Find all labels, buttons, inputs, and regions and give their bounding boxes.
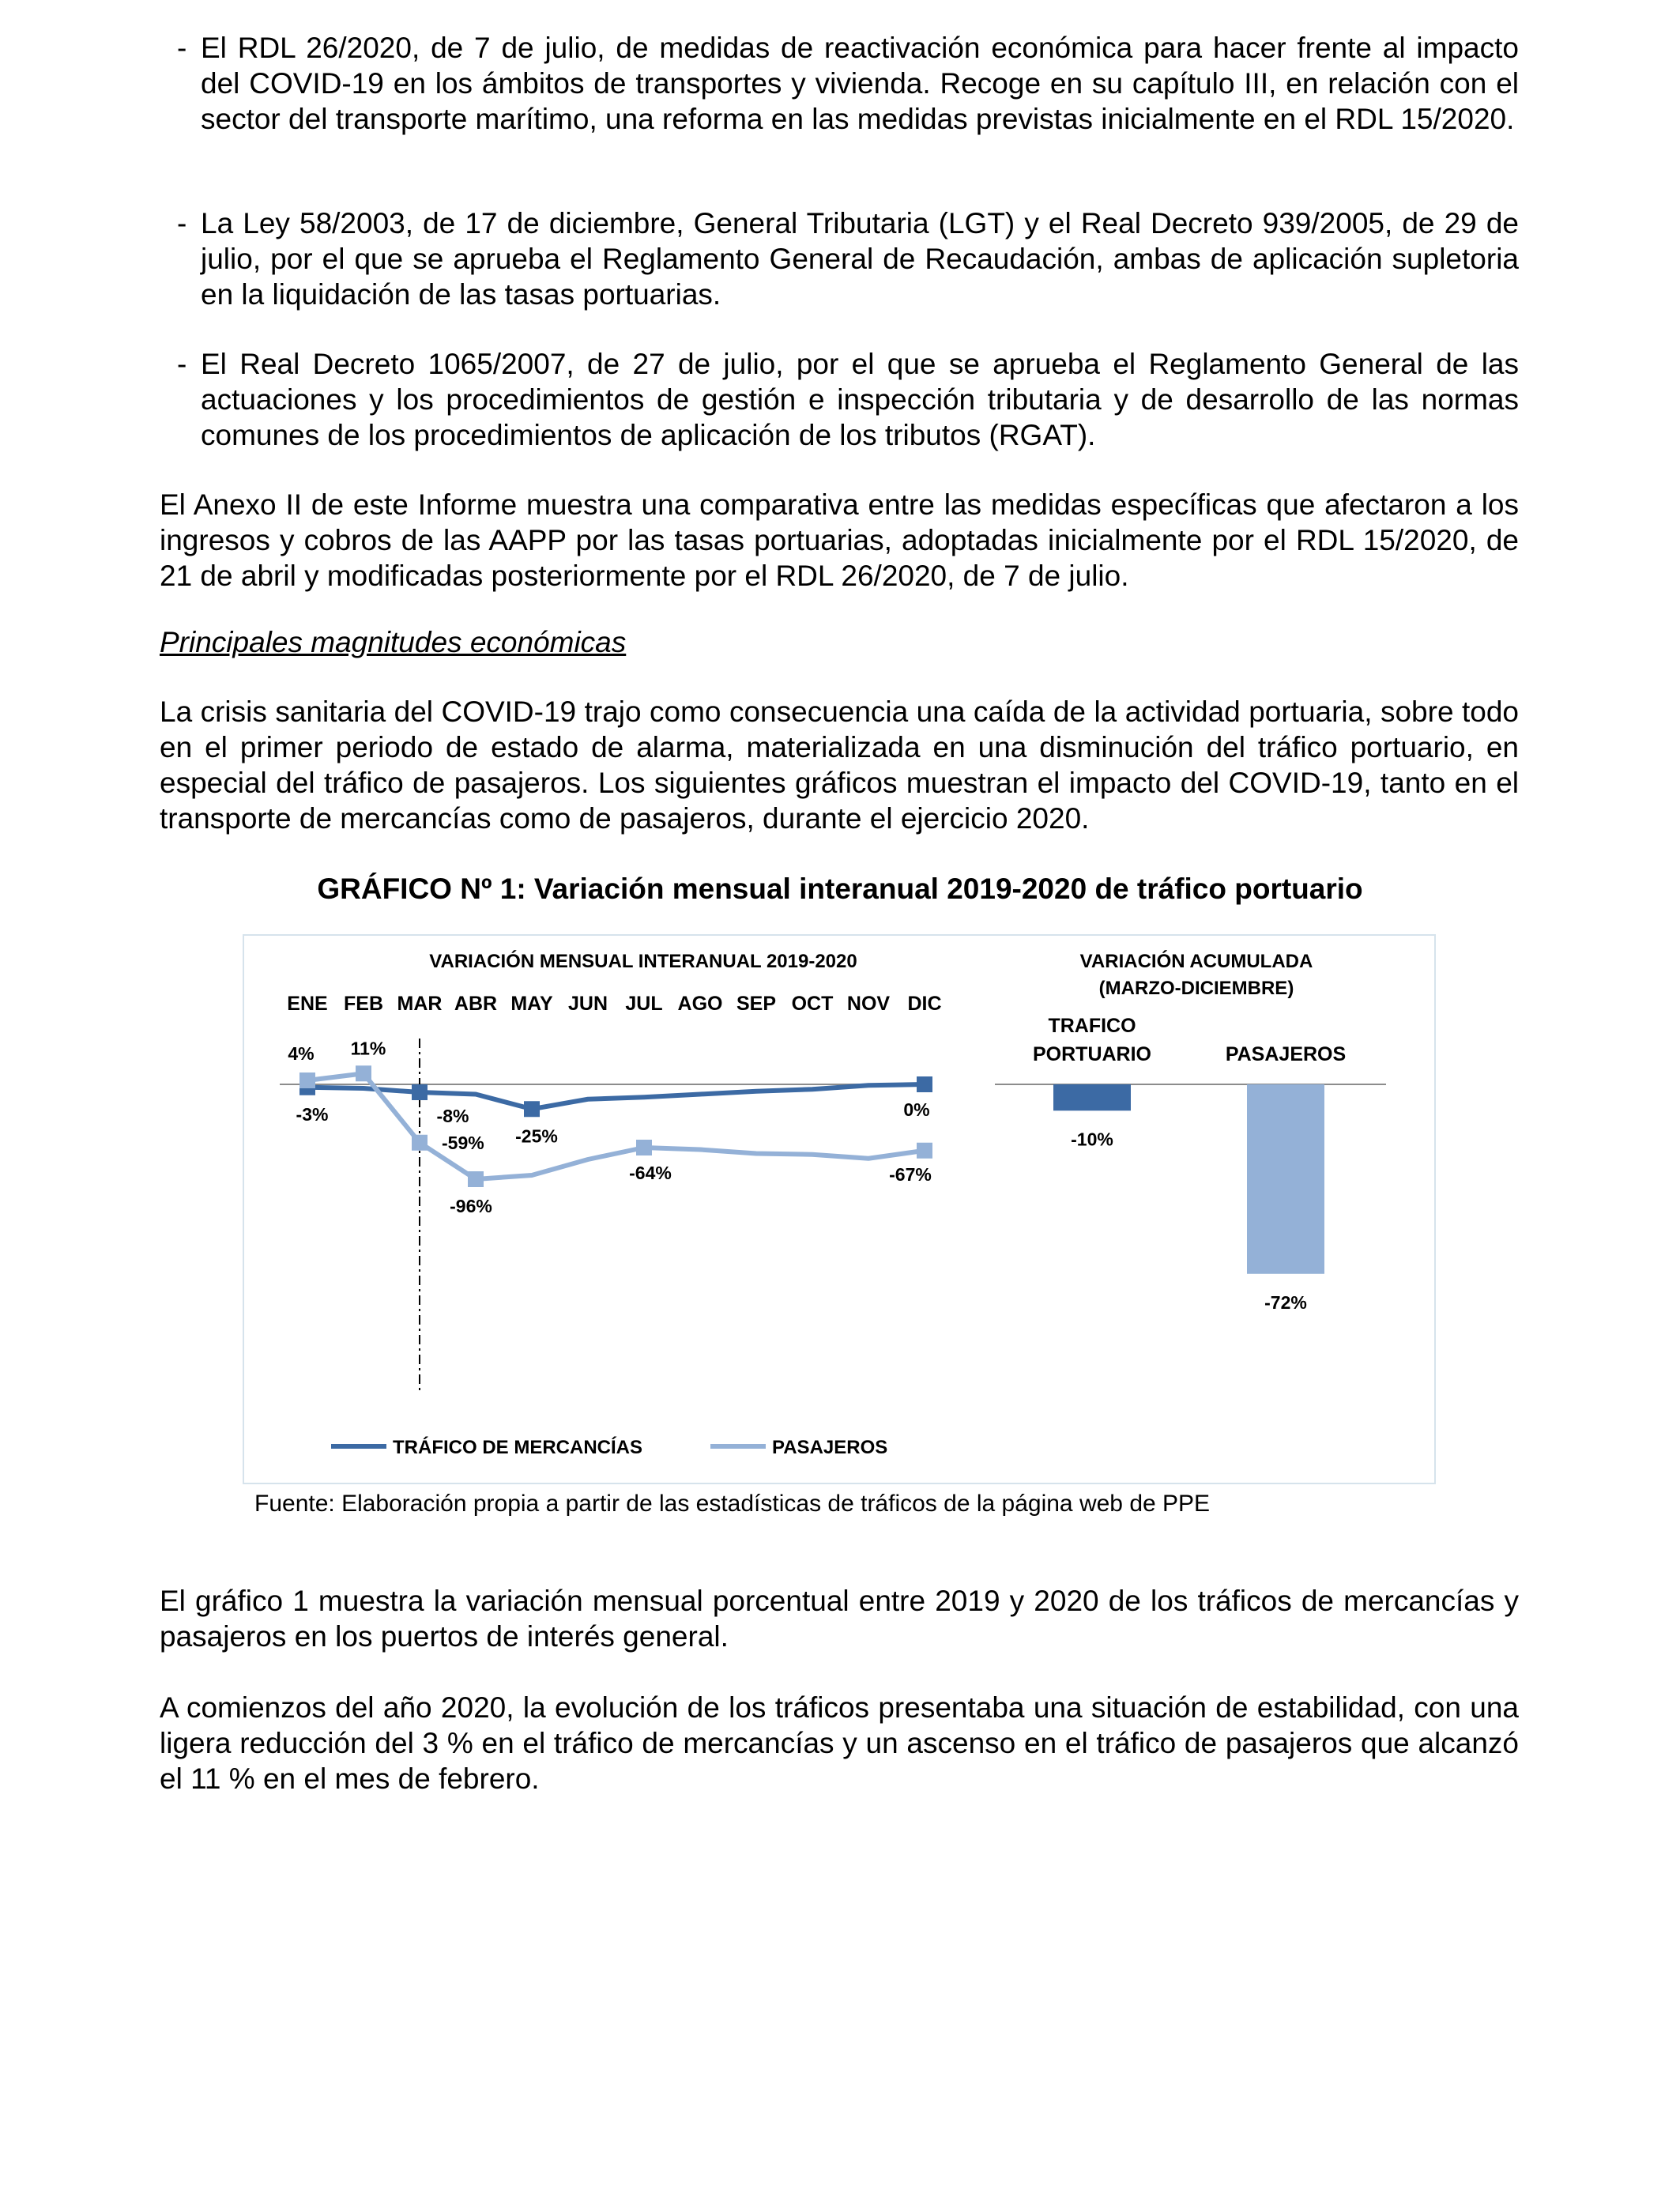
marker-pasajeros-dic (917, 1143, 932, 1159)
marker-pasajeros-ene (299, 1072, 315, 1088)
data-label-mercancias-may: -25% (515, 1125, 558, 1147)
bullet-marker: - (177, 348, 187, 380)
marker-mercancias-dic (917, 1076, 932, 1092)
data-label-pasajeros-abr: -96% (450, 1196, 492, 1216)
month-label-abr: ABR (454, 993, 498, 1015)
marker-mercancias-mar (412, 1084, 428, 1100)
marker-mercancias-may (524, 1101, 540, 1117)
data-label-pasajeros-feb: 11% (350, 1038, 386, 1059)
bar-chart-title-line2: (MARZO-DICIEMBRE) (1098, 978, 1294, 999)
bullet-item-rdl-26-2020 (177, 30, 1519, 137)
marker-pasajeros-mar (412, 1135, 428, 1151)
month-label-oct: OCT (791, 993, 834, 1015)
bar-pasajeros (1247, 1084, 1324, 1274)
series-line-mercancias (307, 1084, 925, 1109)
month-label-sep: SEP (736, 993, 777, 1015)
bullet-marker: - (177, 207, 187, 239)
traffic-chart (244, 936, 1437, 1486)
bullet-text: La Ley 58/2003, de 17 de diciembre, General Tributaria (LGT) y el Real Decreto 939/2005, de 29 de julio, por el que se aprueba el Reglamento General de Recaudación, ambas de aplicación supletoria en la liquidación de las tasas portuarias. (201, 207, 1519, 311)
month-label-dic: DIC (907, 993, 942, 1015)
bullet-text: El RDL 26/2020, de 7 de julio, de medidas de reactivación económica para hacer frente al impacto del COVID-19 en los ámbitos de transportes y vivienda. Recoge en su capítulo III, en relación con el sector del transporte marítimo, una reforma en las medidas previstas inicialmente en el RDL 15/2020. (201, 32, 1519, 135)
month-label-jul: JUL (625, 993, 663, 1015)
legend-label-mercancias: TRÁFICO DE MERCANCÍAS (393, 1437, 642, 1458)
bullet-item-ley-58-2003 (177, 205, 1519, 312)
paragraph-grafico-1: El gráfico 1 muestra la variación mensual porcentual entre 2019 y 2020 de los tráficos de mercancías y pasajeros en los puertos de interés general. (160, 1585, 1519, 1653)
data-label-mercancias-dic: 0% (903, 1099, 930, 1120)
figure-source: Fuente: Elaboración propia a partir de las estadísticas de tráficos de la página web de PPE (254, 1491, 1211, 1517)
figure-title: GRÁFICO Nº 1: Variación mensual interanual 2019-2020 de tráfico portuario (317, 873, 1363, 905)
data-label-pasajeros-jul: -64% (629, 1163, 672, 1183)
bar-value-label-trafico-portuario: -10% (1071, 1129, 1113, 1150)
marker-pasajeros-jul (636, 1140, 652, 1155)
marker-pasajeros-feb (356, 1065, 371, 1081)
bar-chart-title-line1: VARIACIÓN ACUMULADA (1079, 951, 1313, 972)
bullet-text: El Real Decreto 1065/2007, de 27 de julio, por el que se aprueba el Reglamento General de las actuaciones y los procedimientos de gestión e inspección tributaria y de desarrollo de las normas comunes de los procedimientos de aplicación de los tributos (RGAT). (201, 348, 1519, 451)
bar-category-label-trafico-portuario-line2: PORTUARIO (1033, 1043, 1151, 1065)
bar-category-label-trafico-portuario-line1: TRAFICO (1048, 1015, 1136, 1037)
month-label-nov: NOV (846, 993, 891, 1015)
bar-category-label-pasajeros-line1: PASAJEROS (1225, 1043, 1347, 1065)
data-label-pasajeros-ene: 4% (288, 1043, 315, 1064)
line-chart-title: VARIACIÓN MENSUAL INTERANUAL 2019-2020 (429, 951, 857, 972)
data-label-pasajeros-dic: -67% (889, 1163, 932, 1185)
bullet-item-rd-1065-2007 (177, 346, 1519, 453)
marker-pasajeros-abr (468, 1171, 484, 1187)
month-label-may: MAY (510, 993, 553, 1015)
bar-value-label-pasajeros: -72% (1264, 1291, 1307, 1313)
data-label-mercancias-mar: -8% (436, 1106, 469, 1126)
annex-paragraph: El Anexo II de este Informe muestra una comparativa entre las medidas específicas que afectaron a los ingresos y cobros de las AAPP por las tasas portuarias, adoptadas inicialmente por el RDL 15/2020, de 21 de abril y modificadas posteriormente por el RDL 26/2020, de 7 de julio. (160, 488, 1519, 592)
chart-container (243, 934, 1436, 1484)
month-label-jun: JUN (567, 993, 608, 1015)
data-label-pasajeros-mar: -59% (442, 1132, 484, 1153)
paragraph-comienzos: A comienzos del año 2020, la evolución de los tráficos presentaba una situación de estabilidad, con una ligera reducción del 3 % en el tráfico de mercancías y un ascenso en el tráfico de pasajeros que alcanzó el 11 % en el mes de febrero. (160, 1691, 1519, 1795)
bullet-marker: - (177, 32, 187, 64)
data-label-mercancias-ene: -3% (296, 1103, 329, 1125)
legend-label-pasajeros: PASAJEROS (772, 1437, 888, 1458)
month-label-mar: MAR (397, 993, 443, 1015)
month-label-feb: FEB (344, 993, 383, 1015)
month-label-ene: ENE (287, 993, 328, 1015)
crisis-paragraph: La crisis sanitaria del COVID-19 trajo como consecuencia una caída de la actividad portuaria, sobre todo en el primer periodo de estado de alarma, materializada en una disminución del tráfico portuario, en especial del tráfico de pasajeros. Los siguientes gráficos muestran el impacto del COVID-19, tanto en el transporte de mercancías como de pasajeros, durante el ejercicio 2020. (160, 696, 1519, 835)
section-title: Principales magnitudes económicas (160, 626, 627, 658)
month-label-ago: AGO (677, 993, 723, 1015)
bar-trafico-portuario (1053, 1084, 1131, 1110)
